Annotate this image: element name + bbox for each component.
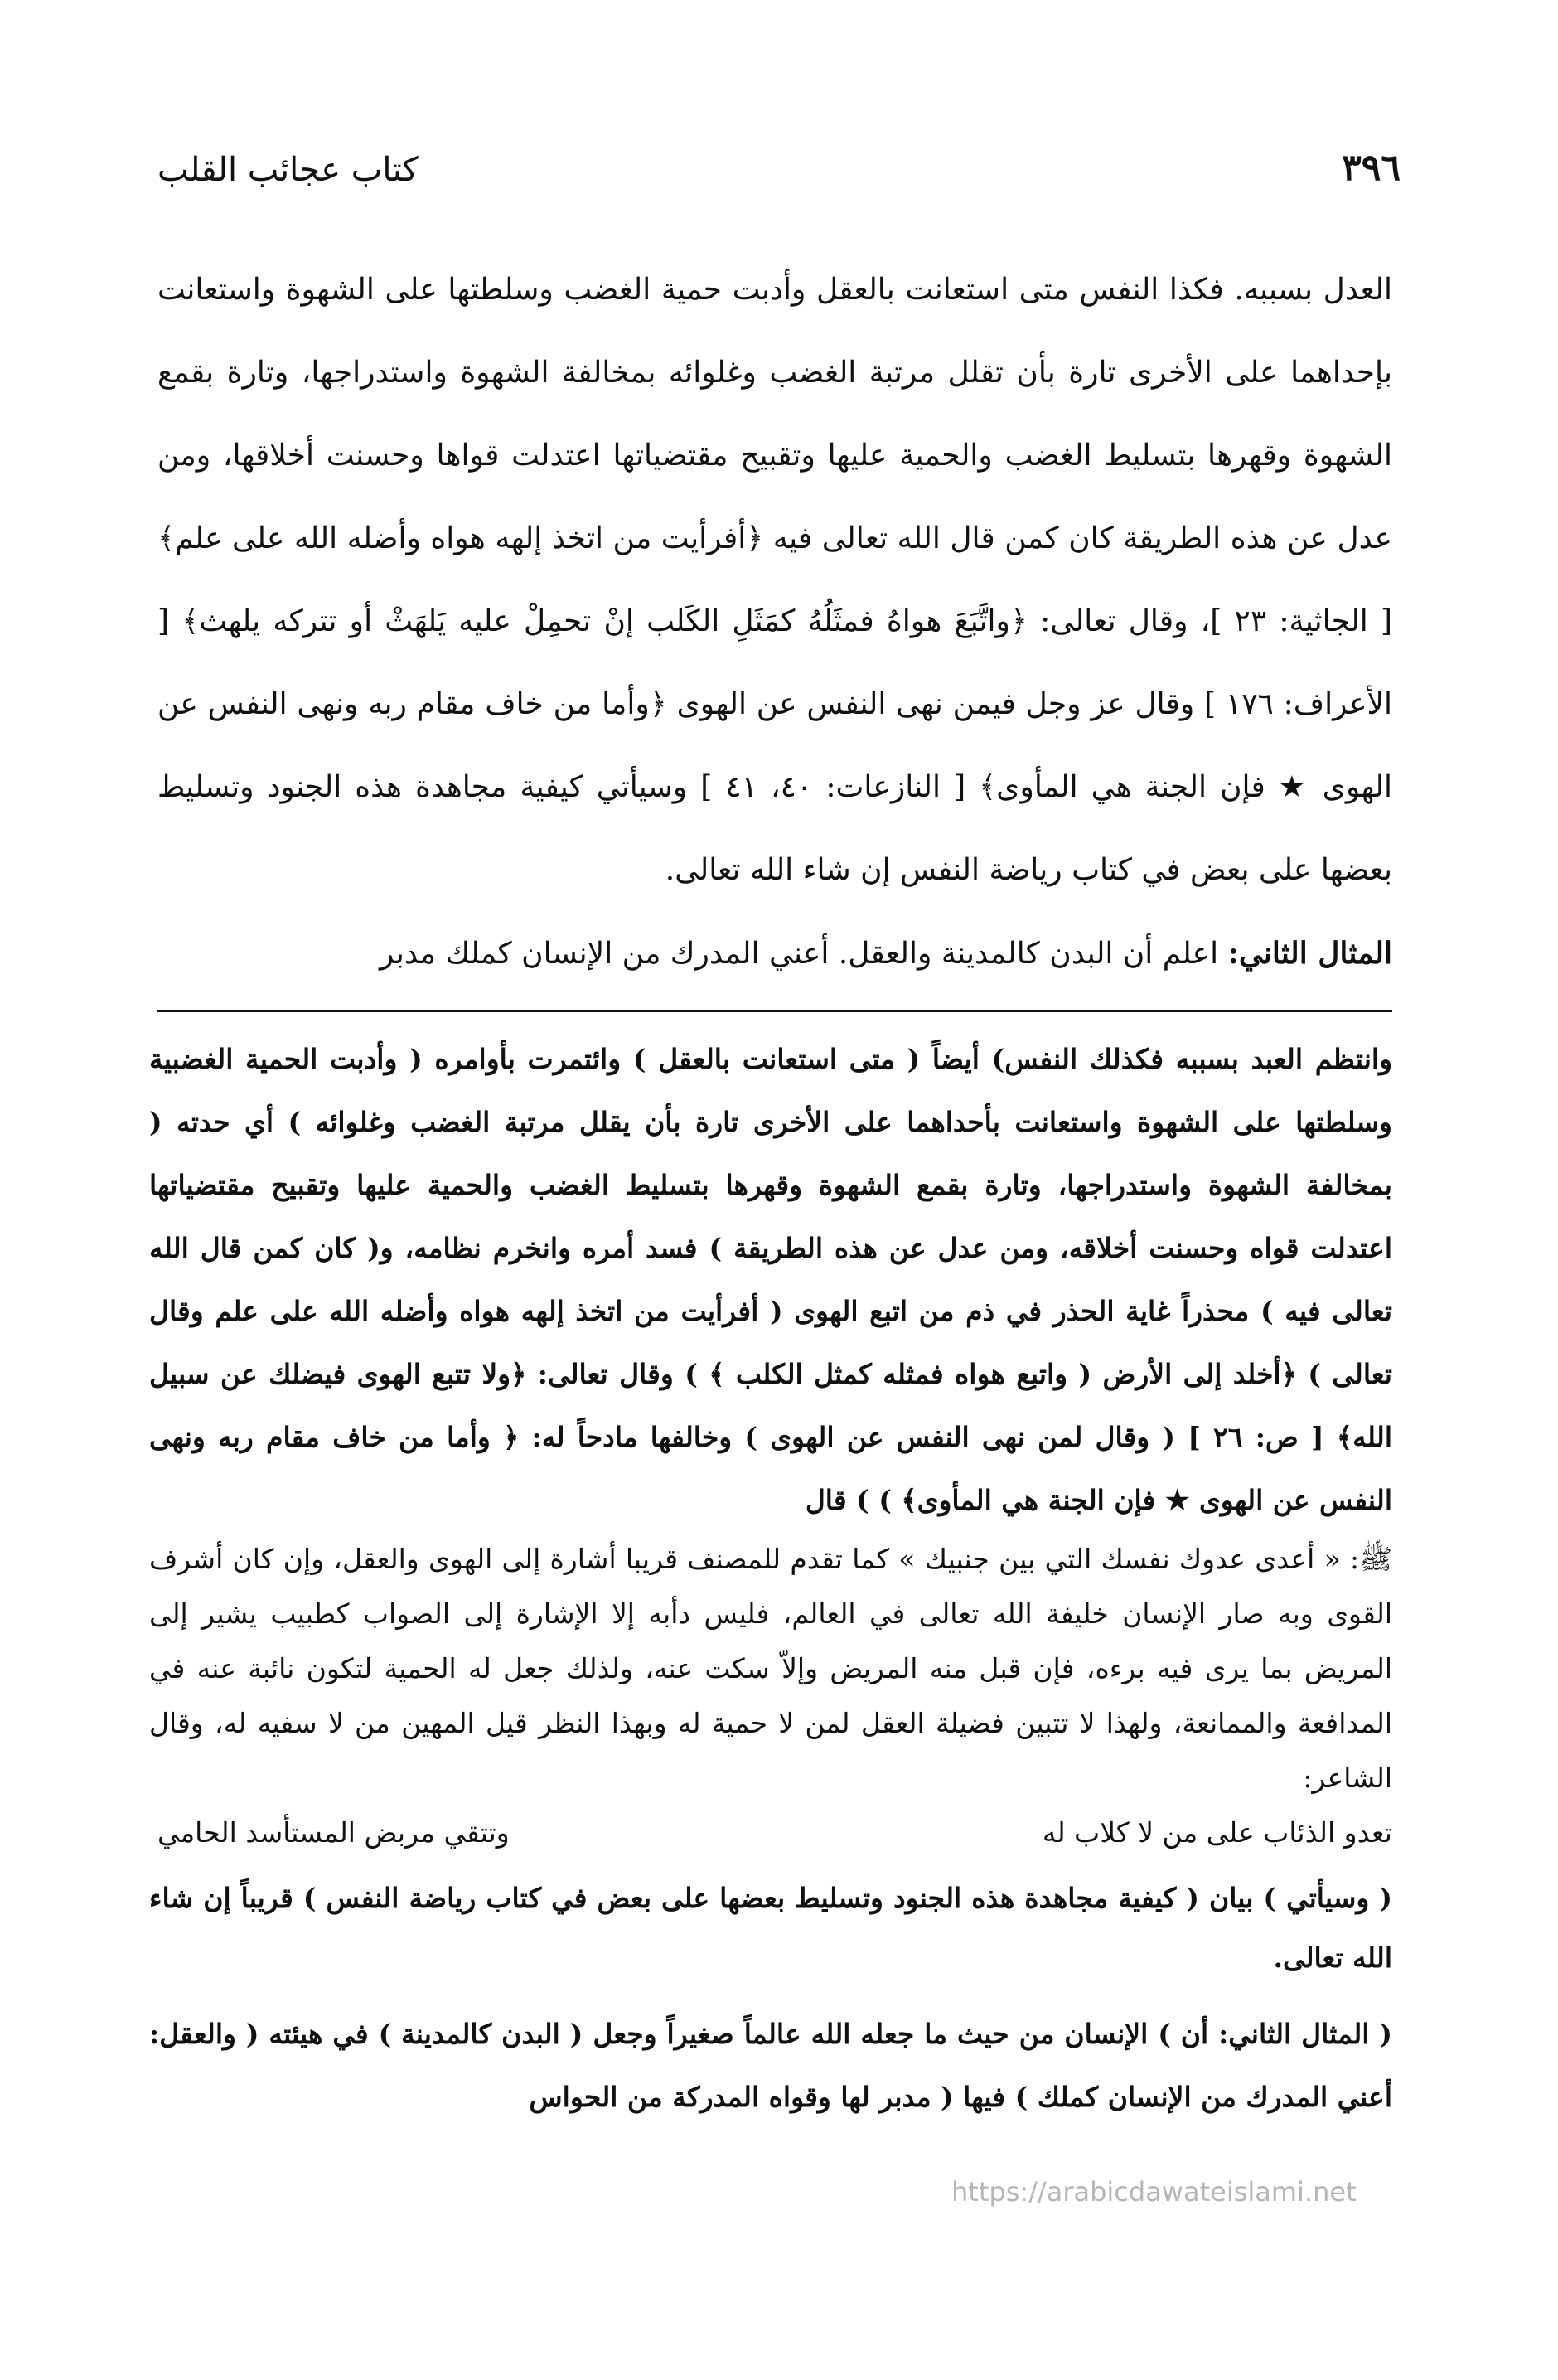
example-label: المثال الثاني: <box>1227 936 1392 971</box>
example-line <box>157 912 1392 996</box>
example-text: اعلم أن البدن كالمدينة والعقل. أعني المدرك من الإنسان كملك مدبر <box>379 937 1219 971</box>
commentary-paragraph-4: ( المثال الثاني: أن ) الإنسان من حيث ما جعله الله عالماً صغيراً وجعل ( البدن كالمدينة ) في هيئته ( والعقل: أعني المدرك من الإنسان كملك ) فيها ( مدبر لها وقواه المدركة من الحواس <box>149 2018 1392 2113</box>
running-title: كتاب عجائب القلب <box>157 151 419 189</box>
separator-line <box>157 1010 1392 1012</box>
main-text <box>157 249 1392 996</box>
page-header <box>157 139 1401 189</box>
watermark-url: https://arabicdawateislami.net <box>951 2176 1357 2208</box>
commentary-paragraph-2: ﷺ: « أعدى عدوك نفسك التي بين جنبيك » كما تقدم للمصنف قريبا أشارة إلى الهوى والعقل، وإن كان أشرف القوى وبه صار الإنسان خليفة الله تعالى في العالم، فليس دأبه إلا الإشارة إلى الصواب كطبيب يشير إلى المريض بما يرى فيه برءه، فإن قبل منه المريض وإلاّ سكت عنه، ولذلك جعل له الحمية لتكون نائبة عنه في المدافعة والممانعة، ولهذا لا تتبين فضيلة العقل لمن لا حمية له وبهذا النظر قيل المهين من لا سفيه له، وقال الشاعر: <box>149 1543 1392 1794</box>
poem-second-hemistich: وتتقي مربض المستأسد الحامي <box>157 1816 510 1849</box>
page-number: ٣٩٦ <box>1342 147 1401 189</box>
commentary-paragraph-3: ( وسيأتي ) بيان ( كيفية مجاهدة هذه الجنود وتسليط بعضها على بعض في كتاب رياضة النفس ) قريباً إن شاء الله تعالى. <box>149 1882 1392 1974</box>
poem-first-hemistich: تعدو الذئاب على من لا كلاب له <box>1042 1816 1392 1849</box>
commentary-paragraph-1: وانتظم العبد بسببه فكذلك النفس) أيضاً ( متى استعانت بالعقل ) وائتمرت بأوامره ( وأدبت الحمية الغضبية وسلطتها على الشهوة واستعانت بأحداهما على الأخرى تارة بأن يقلل مرتبة الغضب وغلوائه ) أي حدته ( بمخالفة الشهوة واستدراجها، وتارة بقمع الشهوة وقهرها بتسليط الغضب والحمية عليها وتقبيح مقتضياتها اعتدلت قواه وحسنت أخلاقه، ومن عدل عن هذه الطريقة ) فسد أمره وانخرم نظامه، و( كان كمن قال الله تعالى فيه ) محذراً غاية الحذر في ذم من اتبع الهوى ( أفرأيت من اتخذ إلهه هواه وأضله الله على علم وقال تعالى ) ﴿أخلد إلى الأرض ( واتبع هواه فمثله كمثل الكلب ﴾ ) وقال تعالى: ﴿ولا تتبع الهوى فيضلك عن سبيل الله﴾ [ ص: ٢٦ ] ( وقال لمن نهى النفس عن الهوى ) وخالفها مادحاً له: ﴿ وأما من خاف مقام ربه ونهى النفس عن الهوى ★ فإن الجنة هي المأوى﴾ ) ) قال <box>149 1043 1392 1516</box>
main-paragraph: العدل بسببه. فكذا النفس متى استعانت بالعقل وأدبت حمية الغضب وسلطتها على الشهوة واستعانت بإحداهما على الأخرى تارة بأن تقلل مرتبة الغضب وغلوائه بمخالفة الشهوة واستدراجها، وتارة بقمع الشهوة وقهرها بتسليط الغضب والحمية عليها وتقبيح مقتضياتها اعتدلت قواها وحسنت أخلاقها، ومن عدل عن هذه الطريقة كان كمن قال الله تعالى فيه ﴿أفرأيت من اتخذ إلهه هواه وأضله الله على علم﴾ [ الجاثية: ٢٣ ]، وقال تعالى: ﴿واتَّبَعَ هواهُ فمثَلُهُ كمَثَلِ الكَلب إنْ تحمِلْ عليه يَلهَثْ أو تتركه يلهث﴾ [ الأعراف: ١٧٦ ] وقال عز وجل فيمن نهى النفس عن الهوى ﴿وأما من خاف مقام ربه ونهى النفس عن الهوى ★ فإن الجنة هي المأوى﴾ [ النازعات: ٤٠، ٤١ ] وسيأتي كيفية مجاهدة هذه الجنود وتسليط بعضها على بعض في كتاب رياضة النفس إن شاء الله تعالى. <box>157 273 1393 887</box>
commentary-section <box>149 1028 1392 2129</box>
poem-verse <box>149 1806 1392 1860</box>
